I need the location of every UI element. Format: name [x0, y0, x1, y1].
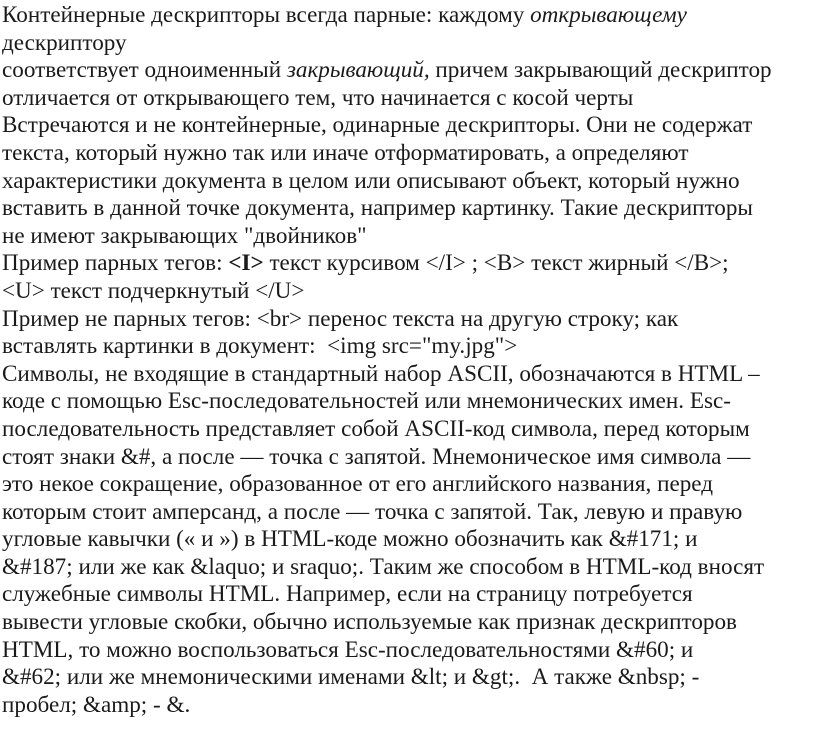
- text-line: вставить в данной точке документа, например картинку. Такие дескрипторы: [2, 195, 753, 222]
- text-line: дескриптору: [2, 29, 127, 56]
- italic-text: открывающему: [530, 2, 687, 28]
- text-line: стоят знаки &#, а после — точка с запятой. Мнемоническое имя символа —: [2, 443, 751, 470]
- text-line: HTML, то можно воспользоваться Esc-последовательностями &#60; и: [2, 636, 694, 663]
- text-line: вывести угловые скобки, обычно используемые как признак дескрипторов: [2, 609, 737, 636]
- text-line: Символы, не входящие в стандартный набор ASCII, обозначаются в HTML –: [2, 360, 760, 387]
- text-line: пробел; &amp; - &.: [2, 691, 191, 718]
- text-span: Контейнерные дескрипторы всегда парные: каждому: [2, 2, 531, 28]
- text-line: <U> текст подчеркнутый </U>: [2, 277, 305, 304]
- text-line: [2, 57, 816, 85]
- text-line: угловые кавычки (« и ») в HTML-коде можно обозначить как &#171; и: [2, 526, 698, 553]
- bold-text: <I>: [228, 250, 264, 277]
- text-line: [2, 250, 816, 278]
- text-line: [2, 2, 816, 30]
- text-line: это некое сокращение, образованное от его английского названия, перед: [2, 471, 713, 498]
- text-span: Пример парных тегов:: [2, 250, 229, 277]
- text-span: соответствует одноименный: [2, 57, 287, 84]
- text-line: коде с помощью Esc-последовательностей или мнемонических имен. Esc-: [2, 388, 731, 415]
- text-line: служебные символы HTML. Например, если на страницу потребуется: [2, 581, 693, 608]
- text-line: не имеют закрывающих "двойников": [2, 222, 367, 249]
- text-span: текст курсивом </I> ; <B> текст жирный </B>;: [263, 250, 729, 277]
- text-line: характеристики документа в целом или описывают объект, который нужно: [2, 167, 740, 194]
- italic-text: закрывающий,: [286, 57, 430, 84]
- text-line: последовательность представляет собой ASCII-код символа, перед которым: [2, 415, 750, 442]
- text-line: вставлять картинки в документ: <img src="my.jpg">: [2, 333, 518, 360]
- text-line: Пример не парных тегов: <br> перенос текста на другую строку; как: [2, 305, 679, 332]
- text-line: которым стоит амперсанд, а после — точка с запятой. Так, левую и правую: [2, 498, 743, 525]
- text-line: &#187; или же как &laquo; и sraquo;. Таким же способом в HTML-код вносят: [2, 553, 765, 580]
- text-line: &#62; или же мнемоническими именами &lt; и &gt;. А также &nbsp; -: [2, 664, 700, 691]
- text-span: причем закрывающий дескриптор: [429, 57, 772, 84]
- text-line: Встречаются и не контейнерные, одинарные дескрипторы. Они не содержат: [2, 112, 753, 139]
- text-line: отличается от открывающего тем, что начинается с косой черты: [2, 84, 634, 111]
- text-line: текста, который нужно так или иначе отформатировать, а определяют: [2, 139, 689, 166]
